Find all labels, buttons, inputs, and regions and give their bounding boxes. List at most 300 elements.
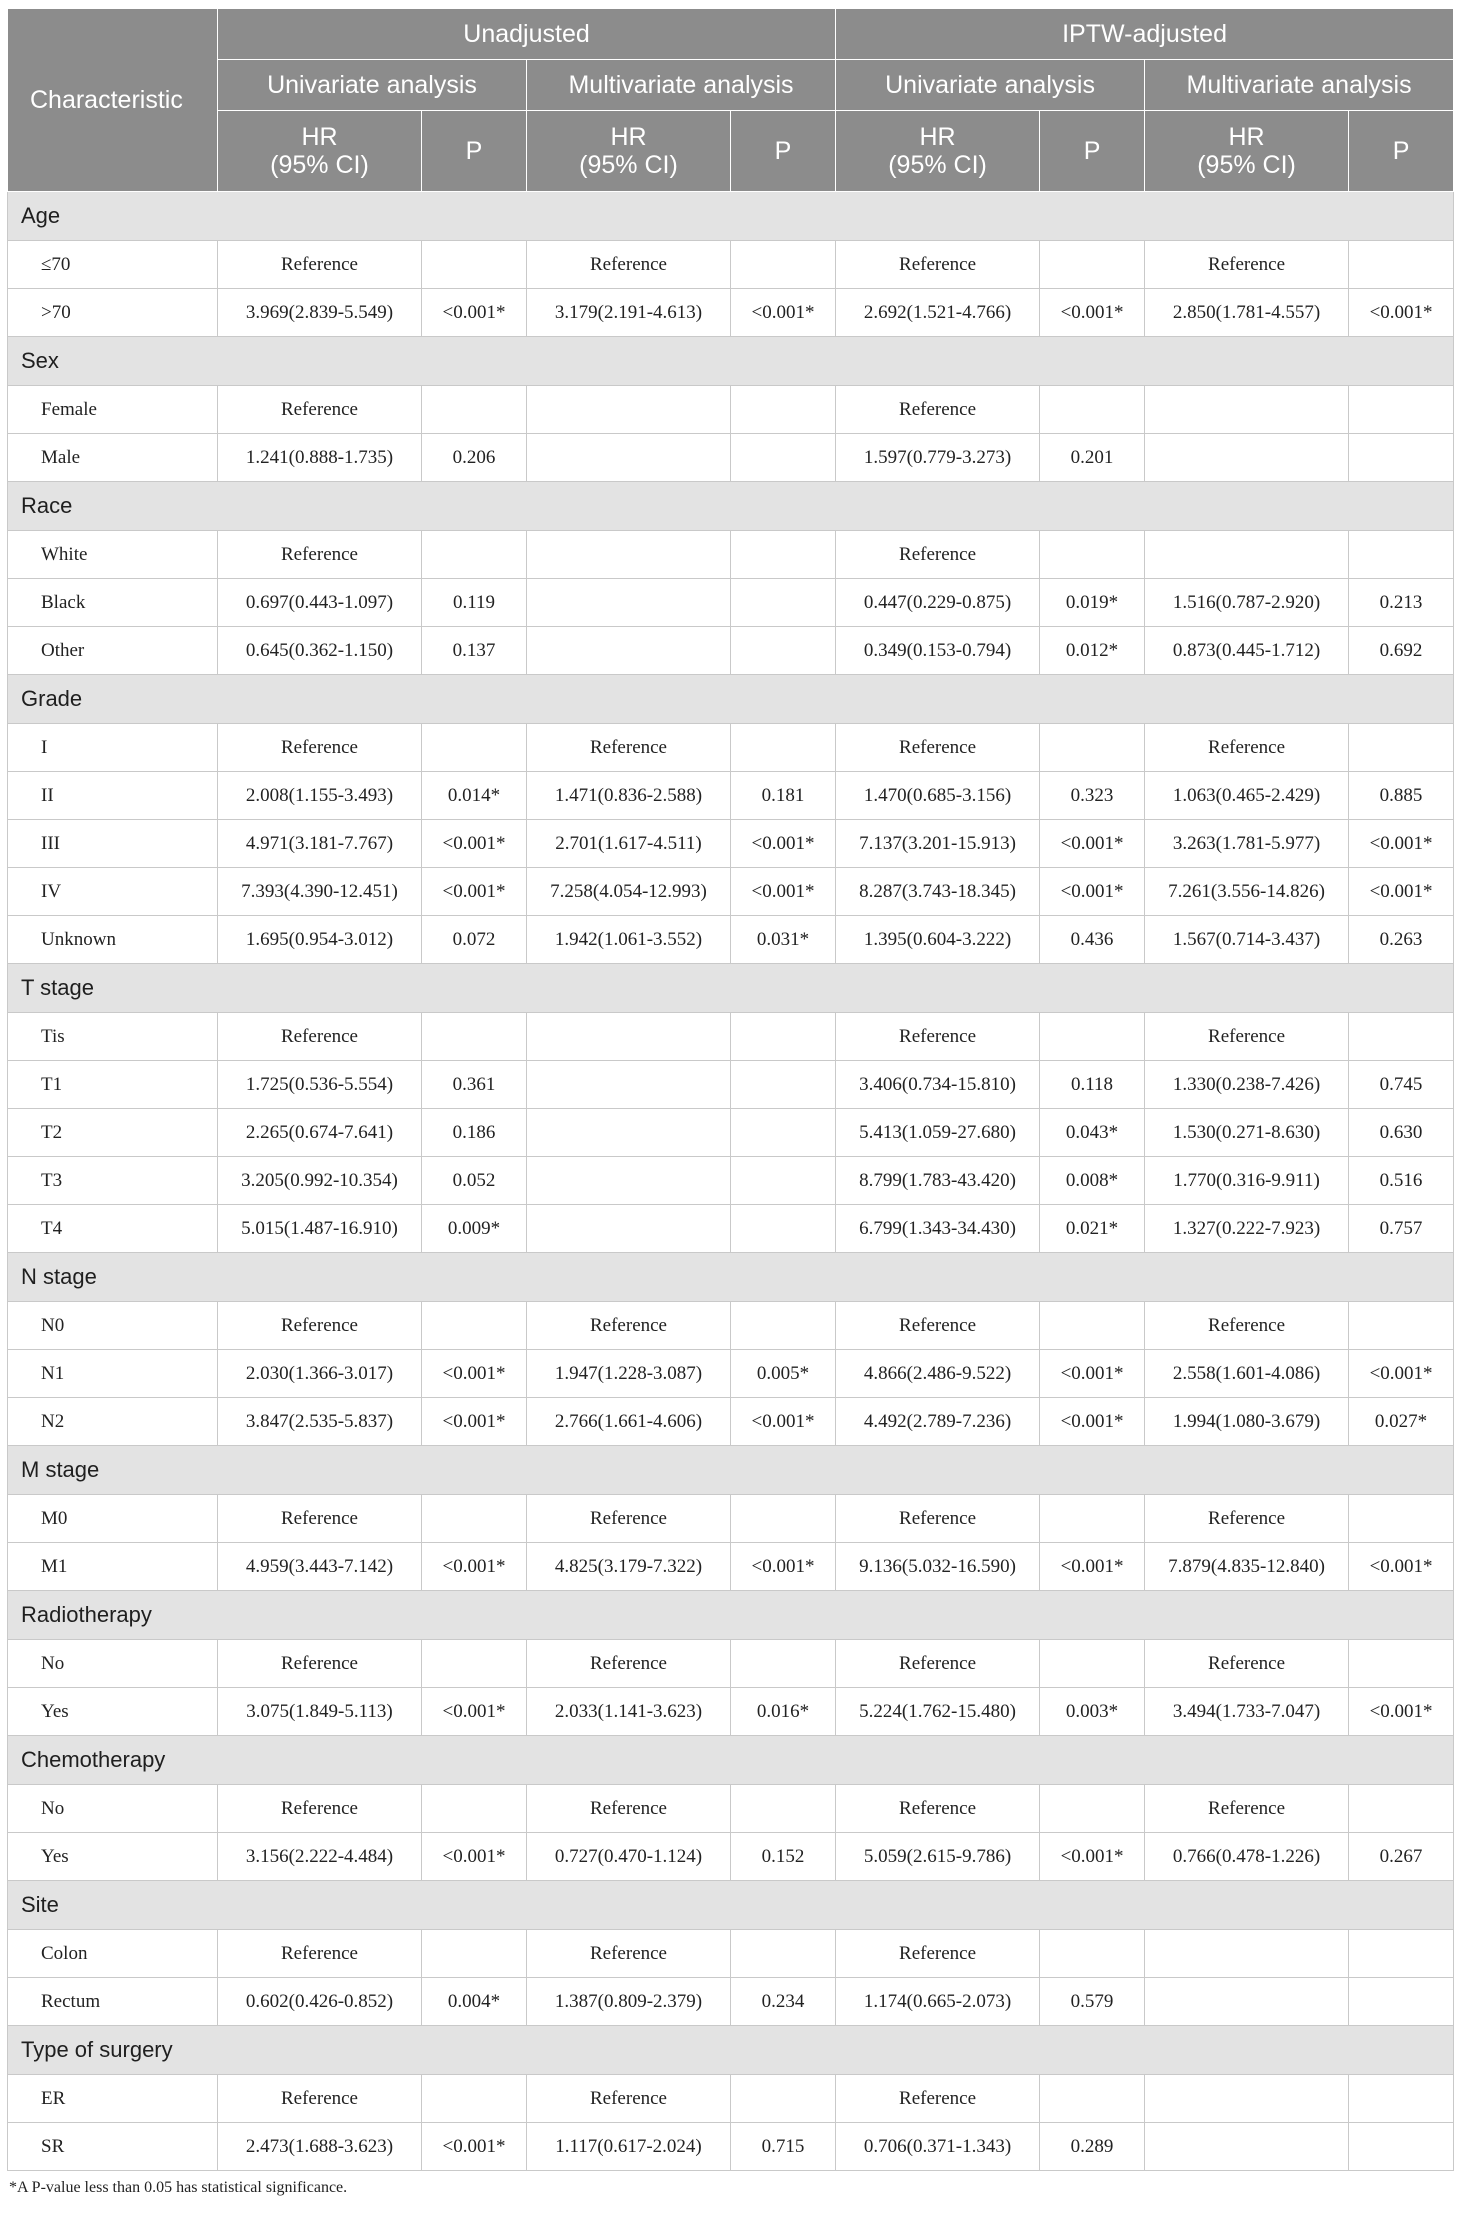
hr-cell: 2.766(1.661-4.606) [527,1398,731,1446]
hr-cell: 8.287(3.743-18.345) [836,868,1040,916]
hr-cell: 2.558(1.601-4.086) [1145,1350,1349,1398]
hr-cell: Reference [836,241,1040,289]
hr-cell: Reference [836,386,1040,434]
hr-cell: 1.695(0.954-3.012) [218,916,422,964]
header-hr: HR (95% CI) [218,111,422,192]
group-label: Chemotherapy [8,1736,1454,1785]
p-value-cell: 0.715 [731,2123,836,2171]
table-row [8,579,1454,627]
group-label: Race [8,482,1454,531]
header-characteristic: Characteristic [8,9,218,192]
row-label: Rectum [8,1978,218,2026]
group-label: Grade [8,675,1454,724]
p-value-cell: <0.001* [731,289,836,337]
row-label: III [8,820,218,868]
row-label: T3 [8,1157,218,1205]
p-value-cell: <0.001* [731,1543,836,1591]
p-value-cell: 0.630 [1349,1109,1454,1157]
row-label: ≤70 [8,241,218,289]
hr-cell [527,386,731,434]
header-unadj-univariate: Univariate analysis [218,60,527,111]
p-value-cell: <0.001* [422,2123,527,2171]
p-value-cell: 0.289 [1040,2123,1145,2171]
hr-cell: 5.413(1.059-27.680) [836,1109,1040,1157]
p-value-cell [731,1930,836,1978]
hr-cell: 1.994(1.080-3.679) [1145,1398,1349,1446]
hr-cell [527,1157,731,1205]
hr-cell: Reference [218,386,422,434]
group-label: Age [8,192,1454,241]
p-value-cell: <0.001* [1040,1543,1145,1591]
p-value-cell: 0.005* [731,1350,836,1398]
hr-cell: 7.261(3.556-14.826) [1145,868,1349,916]
p-value-cell: 0.579 [1040,1978,1145,2026]
p-value-cell: <0.001* [422,289,527,337]
p-value-cell: <0.001* [1349,820,1454,868]
hr-cell: Reference [527,2075,731,2123]
row-label: M1 [8,1543,218,1591]
p-value-cell: 0.043* [1040,1109,1145,1157]
p-value-cell: <0.001* [422,820,527,868]
hr-cell: Reference [527,1302,731,1350]
p-value-cell: 0.152 [731,1833,836,1881]
hr-cell: 3.075(1.849-5.113) [218,1688,422,1736]
p-value-cell [1349,386,1454,434]
row-label: M0 [8,1495,218,1543]
hr-cell: 3.847(2.535-5.837) [218,1398,422,1446]
header-hr: HR (95% CI) [527,111,731,192]
row-label: T4 [8,1205,218,1253]
hr-cell: 2.008(1.155-3.493) [218,772,422,820]
table-container [7,8,1453,2197]
hr-cell: 1.117(0.617-2.024) [527,2123,731,2171]
row-label: T2 [8,1109,218,1157]
group-row [8,964,1454,1013]
table-row [8,289,1454,337]
table-row [8,1109,1454,1157]
hr-cell: 1.942(1.061-3.552) [527,916,731,964]
table-row [8,434,1454,482]
p-value-cell: <0.001* [1040,820,1145,868]
hr-cell: 4.959(3.443-7.142) [218,1543,422,1591]
hr-cell: 1.471(0.836-2.588) [527,772,731,820]
hr-cell: Reference [527,1785,731,1833]
p-value-cell: 0.436 [1040,916,1145,964]
hr-cell: Reference [218,1013,422,1061]
hr-cell: 1.470(0.685-3.156) [836,772,1040,820]
p-value-cell: 0.516 [1349,1157,1454,1205]
table-row [8,1013,1454,1061]
p-value-cell: <0.001* [422,1350,527,1398]
header-p: P [1040,111,1145,192]
p-value-cell: <0.001* [1040,289,1145,337]
p-value-cell [731,1109,836,1157]
group-row [8,1591,1454,1640]
p-value-cell [731,627,836,675]
p-value-cell [731,1302,836,1350]
hr-cell: 5.015(1.487-16.910) [218,1205,422,1253]
hr-cell: 0.727(0.470-1.124) [527,1833,731,1881]
header-unadj-multivariate: Multivariate analysis [527,60,836,111]
hr-cell: 7.137(3.201-15.913) [836,820,1040,868]
p-value-cell [731,579,836,627]
p-value-cell [422,2075,527,2123]
table-row [8,820,1454,868]
p-value-cell [1349,1302,1454,1350]
hr-cell [1145,1930,1349,1978]
p-value-cell: 0.692 [1349,627,1454,675]
p-value-cell: 0.234 [731,1978,836,2026]
p-value-cell: 0.181 [731,772,836,820]
hr-cell: Reference [218,1930,422,1978]
hr-cell: 1.174(0.665-2.073) [836,1978,1040,2026]
hr-cell: Reference [527,724,731,772]
p-value-cell: 0.885 [1349,772,1454,820]
group-label: Radiotherapy [8,1591,1454,1640]
hr-cell: 0.873(0.445-1.712) [1145,627,1349,675]
p-value-cell [1040,531,1145,579]
table-row [8,916,1454,964]
table-row [8,627,1454,675]
p-value-cell [731,1157,836,1205]
table-row [8,1205,1454,1253]
row-label: Black [8,579,218,627]
table-row [8,1785,1454,1833]
hr-cell: Reference [836,1302,1040,1350]
p-value-cell [1349,1930,1454,1978]
hr-cell: Reference [836,1930,1040,1978]
table-row [8,1302,1454,1350]
p-value-cell [731,1785,836,1833]
hr-cell: 0.602(0.426-0.852) [218,1978,422,2026]
hr-cell [527,434,731,482]
p-value-cell [731,1495,836,1543]
footnote: *A P-value less than 0.05 has statistical significance. [9,2179,348,2196]
row-label: Tis [8,1013,218,1061]
row-label: N2 [8,1398,218,1446]
group-label: M stage [8,1446,1454,1495]
group-label: Sex [8,337,1454,386]
hr-cell: 0.447(0.229-0.875) [836,579,1040,627]
hr-cell: 1.063(0.465-2.429) [1145,772,1349,820]
row-label: Other [8,627,218,675]
hr-cell: 2.850(1.781-4.557) [1145,289,1349,337]
hr-cell: 6.799(1.343-34.430) [836,1205,1040,1253]
row-label: ER [8,2075,218,2123]
hr-cell: 3.494(1.733-7.047) [1145,1688,1349,1736]
p-value-cell [1040,241,1145,289]
hr-cell: Reference [527,241,731,289]
p-value-cell [1040,1013,1145,1061]
hr-cell: 8.799(1.783-43.420) [836,1157,1040,1205]
hr-cell: 4.866(2.486-9.522) [836,1350,1040,1398]
p-value-cell: <0.001* [1040,868,1145,916]
table-row [8,1640,1454,1688]
table-row [8,2075,1454,2123]
hr-cell: Reference [218,724,422,772]
row-label: Female [8,386,218,434]
hr-cell: 3.156(2.222-4.484) [218,1833,422,1881]
hr-cell: 0.645(0.362-1.150) [218,627,422,675]
header-hr: HR (95% CI) [836,111,1040,192]
p-value-cell: 0.008* [1040,1157,1145,1205]
row-label: Colon [8,1930,218,1978]
table-row [8,1930,1454,1978]
table-row [8,1157,1454,1205]
p-value-cell [1040,1785,1145,1833]
p-value-cell: <0.001* [731,1398,836,1446]
hr-cell: 1.770(0.316-9.911) [1145,1157,1349,1205]
row-label: Yes [8,1833,218,1881]
p-value-cell: 0.186 [422,1109,527,1157]
hr-cell: 1.330(0.238-7.426) [1145,1061,1349,1109]
row-label: No [8,1640,218,1688]
hr-cell [527,1109,731,1157]
group-label: Type of surgery [8,2026,1454,2075]
group-row [8,192,1454,241]
hr-cell: 2.692(1.521-4.766) [836,289,1040,337]
p-value-cell: <0.001* [422,1543,527,1591]
hr-cell: Reference [527,1495,731,1543]
hr-cell: 4.825(3.179-7.322) [527,1543,731,1591]
header-p: P [1349,111,1454,192]
hr-cell: 2.265(0.674-7.641) [218,1109,422,1157]
hr-cell: Reference [1145,1302,1349,1350]
hr-cell: 1.516(0.787-2.920) [1145,579,1349,627]
p-value-cell [731,1205,836,1253]
p-value-cell: 0.206 [422,434,527,482]
table-row [8,1398,1454,1446]
hr-cell: Reference [1145,1495,1349,1543]
table-row [8,1978,1454,2026]
p-value-cell: 0.019* [1040,579,1145,627]
table-body [8,192,1454,2171]
p-value-cell: 0.003* [1040,1688,1145,1736]
p-value-cell: <0.001* [1040,1833,1145,1881]
p-value-cell [1040,1495,1145,1543]
hr-cell: 1.947(1.228-3.087) [527,1350,731,1398]
hr-cell: 0.706(0.371-1.343) [836,2123,1040,2171]
p-value-cell: 0.016* [731,1688,836,1736]
hr-cell: 0.697(0.443-1.097) [218,579,422,627]
hr-cell: 7.879(4.835-12.840) [1145,1543,1349,1591]
hazard-ratio-table [7,8,1454,2171]
hr-cell: 3.205(0.992-10.354) [218,1157,422,1205]
hr-cell [527,579,731,627]
p-value-cell [1040,1302,1145,1350]
hr-cell [527,1013,731,1061]
row-label: T1 [8,1061,218,1109]
row-label: Unknown [8,916,218,964]
hr-cell: 2.033(1.141-3.623) [527,1688,731,1736]
hr-cell: 2.030(1.366-3.017) [218,1350,422,1398]
hr-cell [1145,2075,1349,2123]
table-row [8,386,1454,434]
hr-cell: Reference [218,241,422,289]
hr-cell: Reference [836,531,1040,579]
p-value-cell: 0.118 [1040,1061,1145,1109]
hr-cell: Reference [527,1930,731,1978]
p-value-cell [1349,2075,1454,2123]
p-value-cell: 0.031* [731,916,836,964]
hr-cell: Reference [527,1640,731,1688]
p-value-cell: <0.001* [1349,1350,1454,1398]
p-value-cell: 0.014* [422,772,527,820]
p-value-cell [1349,1640,1454,1688]
hr-cell: 2.473(1.688-3.623) [218,2123,422,2171]
group-label: N stage [8,1253,1454,1302]
group-row [8,1736,1454,1785]
hr-cell [1145,434,1349,482]
group-label: Site [8,1881,1454,1930]
p-value-cell [1349,531,1454,579]
row-label: N1 [8,1350,218,1398]
hr-cell: Reference [836,1013,1040,1061]
p-value-cell [1349,724,1454,772]
hr-cell: 5.059(2.615-9.786) [836,1833,1040,1881]
p-value-cell: 0.052 [422,1157,527,1205]
p-value-cell [422,386,527,434]
hr-cell: 1.725(0.536-5.554) [218,1061,422,1109]
p-value-cell [422,1785,527,1833]
row-label: II [8,772,218,820]
hr-cell: 2.701(1.617-4.511) [527,820,731,868]
table-row [8,724,1454,772]
p-value-cell [1349,2123,1454,2171]
p-value-cell: 0.072 [422,916,527,964]
row-label: No [8,1785,218,1833]
p-value-cell: 0.323 [1040,772,1145,820]
hr-cell: 1.387(0.809-2.379) [527,1978,731,2026]
hr-cell: Reference [836,1785,1040,1833]
hr-cell [1145,1978,1349,2026]
hr-cell: 3.179(2.191-4.613) [527,289,731,337]
hr-cell [527,1061,731,1109]
hr-cell: 4.971(3.181-7.767) [218,820,422,868]
p-value-cell: <0.001* [422,1688,527,1736]
group-row [8,1446,1454,1495]
p-value-cell [731,724,836,772]
p-value-cell [1349,1013,1454,1061]
row-label: SR [8,2123,218,2171]
p-value-cell [731,434,836,482]
p-value-cell [422,1930,527,1978]
table-row [8,1495,1454,1543]
p-value-cell: <0.001* [1349,1543,1454,1591]
p-value-cell: <0.001* [731,868,836,916]
p-value-cell [422,531,527,579]
p-value-cell: 0.757 [1349,1205,1454,1253]
hr-cell: Reference [1145,724,1349,772]
p-value-cell: <0.001* [1040,1350,1145,1398]
p-value-cell: 0.745 [1349,1061,1454,1109]
hr-cell: 3.406(0.734-15.810) [836,1061,1040,1109]
hr-cell [1145,2123,1349,2171]
p-value-cell: 0.263 [1349,916,1454,964]
p-value-cell [1040,1640,1145,1688]
hr-cell: Reference [836,2075,1040,2123]
p-value-cell: <0.001* [1349,1688,1454,1736]
p-value-cell [731,1640,836,1688]
table-row [8,868,1454,916]
p-value-cell [422,1302,527,1350]
p-value-cell: <0.001* [1349,868,1454,916]
hr-cell: 4.492(2.789-7.236) [836,1398,1040,1446]
p-value-cell [422,1640,527,1688]
table-row [8,1061,1454,1109]
p-value-cell: 0.009* [422,1205,527,1253]
hr-cell [527,627,731,675]
p-value-cell [731,1013,836,1061]
table-row [8,1833,1454,1881]
hr-cell: 1.567(0.714-3.437) [1145,916,1349,964]
hr-cell: Reference [836,724,1040,772]
group-row [8,1253,1454,1302]
row-label: Yes [8,1688,218,1736]
row-label: Male [8,434,218,482]
header-iptw-adjusted: IPTW-adjusted [836,9,1454,60]
p-value-cell: 0.201 [1040,434,1145,482]
hr-cell: 7.393(4.390-12.451) [218,868,422,916]
hr-cell: 9.136(5.032-16.590) [836,1543,1040,1591]
header-iptw-univariate: Univariate analysis [836,60,1145,111]
group-row [8,675,1454,724]
group-row [8,1881,1454,1930]
hr-cell: Reference [218,1302,422,1350]
hr-cell: Reference [1145,241,1349,289]
hr-cell: Reference [218,1785,422,1833]
group-row [8,337,1454,386]
p-value-cell: 0.137 [422,627,527,675]
hr-cell: Reference [1145,1640,1349,1688]
p-value-cell [1349,1785,1454,1833]
p-value-cell: <0.001* [422,868,527,916]
group-label: T stage [8,964,1454,1013]
p-value-cell: 0.004* [422,1978,527,2026]
hr-cell: 1.597(0.779-3.273) [836,434,1040,482]
p-value-cell: 0.119 [422,579,527,627]
p-value-cell: 0.021* [1040,1205,1145,1253]
p-value-cell: 0.213 [1349,579,1454,627]
p-value-cell [1349,1978,1454,2026]
hr-cell: 5.224(1.762-15.480) [836,1688,1040,1736]
hr-cell: Reference [218,531,422,579]
p-value-cell: <0.001* [1040,1398,1145,1446]
hr-cell: 0.766(0.478-1.226) [1145,1833,1349,1881]
p-value-cell [731,241,836,289]
p-value-cell [1349,241,1454,289]
table-row [8,1350,1454,1398]
p-value-cell: <0.001* [422,1833,527,1881]
row-label: N0 [8,1302,218,1350]
p-value-cell [422,724,527,772]
p-value-cell [422,1495,527,1543]
p-value-cell [422,241,527,289]
p-value-cell: <0.001* [422,1398,527,1446]
hr-cell: 0.349(0.153-0.794) [836,627,1040,675]
header-iptw-multivariate: Multivariate analysis [1145,60,1454,111]
table-row [8,2123,1454,2171]
p-value-cell [1349,434,1454,482]
p-value-cell [422,1013,527,1061]
hr-cell: Reference [218,1495,422,1543]
hr-cell: Reference [218,1640,422,1688]
hr-cell: Reference [836,1495,1040,1543]
p-value-cell: <0.001* [731,820,836,868]
hr-cell: 1.530(0.271-8.630) [1145,1109,1349,1157]
hr-cell: 7.258(4.054-12.993) [527,868,731,916]
hr-cell: Reference [1145,1785,1349,1833]
